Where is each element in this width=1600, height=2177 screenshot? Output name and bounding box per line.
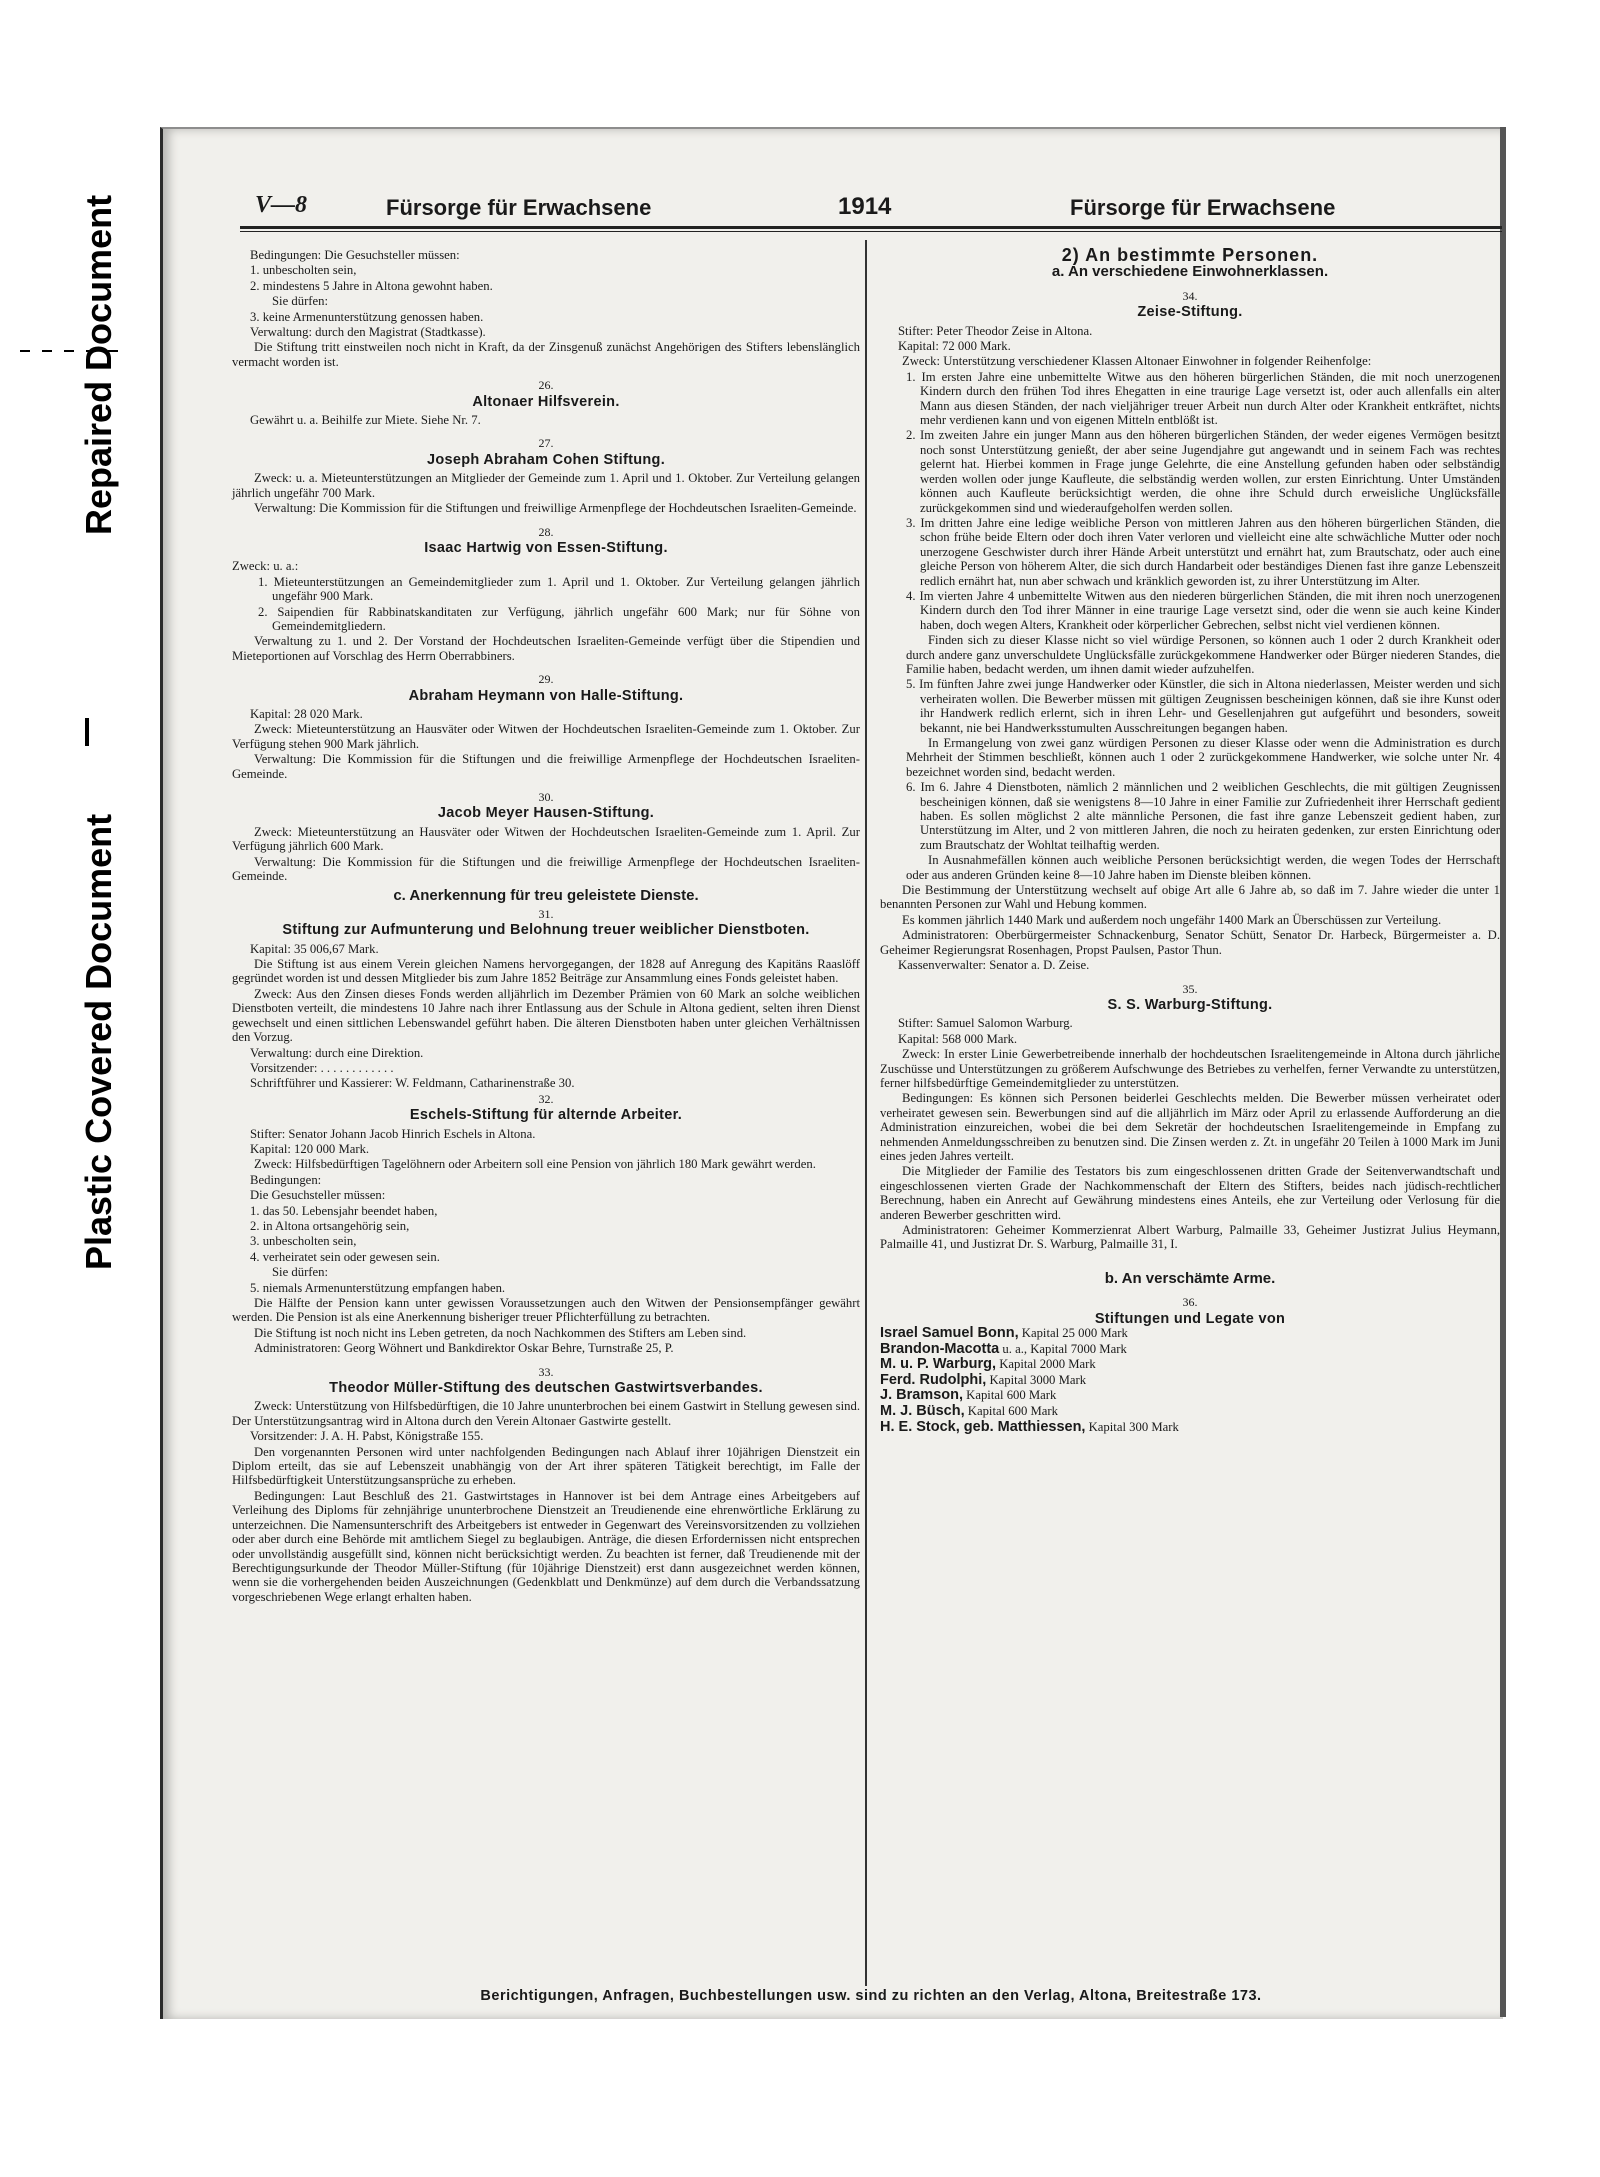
entry-title: Joseph Abraham Cohen Stiftung. [426,451,666,468]
conditions-line: Verwaltung: durch den Magistrat (Stadtkasse). [250,325,486,340]
legate-detail: Kapital 600 Mark [966,1388,1057,1403]
page-edge [1500,127,1506,2017]
entry-item: 3. Im dritten Jahre eine ledige weibliche Person von mittleren Jahren aus den höheren bürgerlichen Ständen, die schon frühe beide Eltern oder doch ihren Vater verloren und vielleicht eine alte schwächliche Mutter oder noch unerzogene Geschwister durch ihrer Hände Arbeit unterstützt und ernährt hat, zum Brautschatz, oder auch eine gleiche Person von höherem Alter, die sich durch Handarbeit oder beständiges Dienen fast ihre ganze Lebenszeit redlich ernährt hat, nun aber schwach und kränklich geworden ist, zu ihrer Unterstützung im Alter. [906,515,1500,588]
entry-admin: Administratoren: Georg Wöhnert und Bankdirektor Oskar Behre, Turnstraße 25, P. [254,1341,674,1356]
entry-title: Jacob Meyer Hausen-Stiftung. [437,805,655,822]
entry-zweck: Zweck: Unterstützung von Hilfsbedürftigen, die 10 Jahre ununterbrochen bei einem Gastwirt in Stellung gewesen sind. Der Unterstützungsantrag wird in Altona durch den Verein Altonaer Gastwirte gestellt. [232,1399,860,1428]
entry-zweck: Zweck: Mieteunterstützung an Hausväter oder Witwen der Hochdeutschen Israeliten-Gemeinde zum 1. April. Zur Verfügung jährlich 600 Mark. [232,824,860,854]
entry-stifter: Stifter: Samuel Salomon Warburg. [898,1016,1073,1031]
entry-item: 4. Im vierten Jahre 4 unbemittelte Witwen aus den niederen bürgerlichen Ständen, die mit ihren noch unerzogenen Kindern durch den Tod ihrer Männer in eine traurige Lage versetzt sind, oder die wenn sie auch keine Kinder haben, doch wegen Alters, Krankheit oder körperlicher Gebrechen, selbst nicht viel verdienen können. [906,588,1500,632]
entry-kapital: Kapital: 120 000 Mark. [250,1141,370,1156]
condition-line: 4. verheiratet sein oder gewesen sein. [250,1249,440,1264]
header-title-left: Fürsorge für Erwachsene [386,195,652,220]
entry-verwaltung: Verwaltung: Die Kommission für die Stiftungen und die freiwillige Armenpflege der Hochdeutschen Israeliten-Gemeinde. [232,854,860,884]
entry-title: Altonaer Hilfsverein. [472,393,620,410]
condition-line: 1. das 50. Lebensjahr beendet haben, [250,1203,438,1218]
entry-title: S. S. Warburg-Stiftung. [1107,996,1273,1013]
entry-verwaltung: Verwaltung: Die Kommission für die Stiftungen und freiwillige Armenpflege der Hochdeutschen Israeliten-Gemeinde. [254,501,857,516]
entry-kassenverwalter: Kassenverwalter: Senator a. D. Zeise. [898,958,1090,973]
entry-verwaltung: Verwaltung zu 1. und 2. Der Vorstand der Hochdeutschen Israeliten-Gemeinde verfügt über die Stipendien und Mieteportionen auf Vorschlag des Herrn Oberrabbiners. [232,634,860,663]
legate-name: Ferd. Rudolphi, [880,1371,987,1388]
entry-number: 32. [538,1091,554,1106]
entry-title: Zeise-Stiftung. [1137,304,1243,321]
entry-zweck: Zweck: Hilfsbedürftigen Tagelöhnern oder Arbeitern soll eine Pension von jährlich 180 Mark gewährt werden. [254,1157,816,1172]
entry-item: 2. Im zweiten Jahre ein junger Mann aus den höheren bürgerlichen Ständen, der weder eigenes Vermögen besitzt noch sonst Unterstützung genießt, der aber seine Jugendjahre gut angewandt und in seinem Fach was rechtes gelernt hat. Hierbei kommen in Frage junge Gelehrte, die eine Anstellung gefunden haben oder selbständig werden wollen oder junge Kaufleute, die selbständig werden wollen, zur ersten Einrichtung. Unter Umständen können auch Kaufleute berücksichtigt werden, die ohne ihre Schuld durch erweisliche Unglücksfälle zurückgekommen sind und wiederaufgeholfen werden sollen. [906,428,1500,515]
entry-number: 31. [538,906,554,921]
entry-zweck: Zweck: Unterstützung verschiedener Klassen Altonaer Einwohner in folgender Reihenfolge: [902,354,1372,369]
entry-kapital: Kapital: 568 000 Mark. [898,1031,1018,1046]
header-title-right: Fürsorge für Erwachsene [1070,195,1336,220]
entry-bedingungen: Bedingungen: Laut Beschluß des 21. Gastwirtstages in Hannover ist bei dem Antrage eines Arbeitgebers auf Verleihung des Diploms für zehnjährige ununterbrochene Dienstzeit an Treudienende eine ehrenwörtliche Erklärung zu unterzeichnen. Die Namensunterschrift des Arbeitgebers ist entweder in Gegenwart des Vereinsvorsitzenden zu vollziehen oder aber durch eine Behörde mit amtlichem Siegel zu beglaubigen. Anträge, die diesen Erfordernissen nicht entsprechen oder unvollständig ausgefüllt sind, können nicht berücksichtigt werden. Zu beachten ist ferner, daß Treudienende mit der Berechtigungsurkunde der Theodor Müller-Stiftung (für 10jährige Dienstzeit) erst dann ausgezeichnet werden können, wenn sie die vorhergehenden beiden Auszeichnungen (Gedenkblatt und Denkmünze) auf dem durch die Verbandssatzung vorgeschriebenen Wege erlangt erhalten haben. [232,1488,860,1604]
entry-text: Gewährt u. a. Beihilfe zur Miete. Siehe Nr. 7. [250,413,481,428]
legate-detail: Kapital 25 000 Mark [1021,1326,1128,1341]
legate-line [880,1420,1500,1435]
legate-name: M. u. P. Warburg, [880,1356,997,1373]
section-heading-2: 2) An bestimmte Personen. [1061,245,1319,265]
condition-line: Die Gesuchsteller müssen: [250,1188,386,1203]
legate-detail: Kapital 2000 Mark [999,1357,1096,1372]
section-heading-c: c. Anerkennung für treu geleistete Dienste. [393,887,699,905]
dash-mark [20,350,30,352]
legate-line [880,1388,1500,1403]
right-column [880,245,1500,1435]
entry-stifter: Stifter: Senator Johann Jacob Hinrich Eschels in Altona. [250,1126,536,1141]
entry-text: Den vorgenannten Personen wird unter nachfolgenden Bedingungen nach Ablauf ihrer 10jährigen Dienstzeit ein Diplom erteilt, das sie auf Lebenszeit unabhängig von der Art ihrer späteren Tätigkeit berechtigt, im Falle der Hilfsbedürftigkeit Unterstützungsansprüche zu erheben. [232,1444,860,1488]
entry-title: Isaac Hartwig von Essen-Stiftung. [424,539,668,556]
entry-zweck: Zweck: Mieteunterstützung an Hausväter oder Witwen der Hochdeutschen Israeliten-Gemeinde zum 1. Oktober. Zur Verfügung stehen 900 Mark jährlich. [232,722,860,751]
legate-line [880,1373,1500,1388]
entry-item: 5. Im fünften Jahre zwei junge Handwerker oder Künstler, die sich in Altona niederlassen, Meister werden und sich verheiraten wollen. Die Bewerber müssen mit gültigen Zeugnissen bescheinigen können, daß sie ihre Kunst oder ihr Handwerk redlich erlernt, sich in ihren Lehr- und Gesellenjahren gut aufgeführt und besonders, soweit bekannt, nie bei Handwerksstumulten Ausschreitungen begangen haben. [906,677,1500,735]
legate-name: Israel Samuel Bonn, [880,1325,1019,1342]
entry-title: Stiftung zur Aufmunterung und Belohnung treuer weiblicher Dienstboten. [282,922,810,939]
legate-line [880,1342,1500,1357]
dash-mark [42,350,52,352]
entry-number: 35. [1182,981,1198,996]
entry-title: Theodor Müller-Stiftung des deutschen Gastwirtsverbandes. [329,1380,763,1397]
entry-vorsitzender: Vorsitzender: . . . . . . . . . . . . [250,1060,394,1075]
legate-detail: Kapital 600 Mark [967,1404,1058,1418]
conditions-line: Die Stiftung tritt einstweilen noch nicht in Kraft, da der Zinsgenuß zunächst Angehörigen des Stifters lebenslänglich vermacht worden ist. [232,340,860,369]
entry-number: 29. [538,672,554,687]
entry-item: 6. Im 6. Jahre 4 Dienstboten, nämlich 2 männlichen und 2 weiblichen Geschlechts, die mit gültigen Zeugnissen bescheinigen können, daß sie wenigstens 8—10 Jahre in einer Familie zur Zufriedenheit ihrer Herrschaft gedient haben. Es sollen möglichst 2 alte männliche Personen, die fast ihre ganze Lebenszeit gedient haben, zur Unterstützung im Alter, und 2 von mittleren Jahren, die noch zu heiraten gedenken, zur ersten Einrichtung oder zum Brautschatz der Wohltat teilhaftig werden. [906,780,1500,852]
entry-number: 30. [538,790,554,804]
legate-line [880,1404,1500,1419]
entry-number: 28. [538,524,554,539]
legate-name: Brandon-Macotta [880,1340,1000,1357]
label-divider [85,718,89,746]
entry-verwaltung: Verwaltung: durch eine Direktion. [250,1045,424,1060]
dash-mark [64,350,74,352]
entry-bedingungen: Bedingungen: [250,1172,322,1187]
legate-name: J. Bramson, [880,1387,963,1404]
entry-number: 26. [538,378,554,393]
legate-detail: Kapital 3000 Mark [989,1372,1087,1387]
entry-zweck: Zweck: In erster Linie Gewerbetreibende innerhalb der hochdeutschen Israelitengemeinde in Altona durch jährliche Zuschüsse und Unterstützungen zu größerem Aufschwunge des Betriebes zu verhelfen, ferner Verwandte zu unterstützen, ferner hilfsbedürftige Gemeindemitglieder zu unterstützen. [880,1047,1500,1090]
entry-item-note: Finden sich zu dieser Klasse nicht so viel würdige Personen, so können auch 1 oder 2 durch Krankheit oder durch andere ganz unverschuldete Unglücksfälle zurückgekommene Handwerker oder Bürger niederen Standes, die Familie haben, bedacht werden, um ihnen damit wieder aufzuhelfen. [906,633,1500,676]
entry-text: Die Stiftung ist aus einem Verein gleichen Namens hervorgegangen, der 1828 auf Anregung des Kapitäns Raaslöff gegründet worden ist und dessen Mitglieder bis zum Jahre 1852 Beiträge zur Ansammlung eines Fonds geleistet haben. [232,957,860,986]
section-heading-b: b. An verschämte Arme. [1104,1269,1276,1287]
conditions-line: 3. keine Armenunterstützung genossen haben. [250,309,484,324]
header-rule-thin [240,231,1502,232]
entry-number: 33. [538,1364,554,1379]
conditions-line: 2. mindestens 5 Jahre in Altona gewohnt haben. [250,278,493,293]
entry-title: Eschels-Stiftung für alternde Arbeiter. [409,1107,683,1124]
entry-bedingungen: Bedingungen: Es können sich Personen beiderlei Geschlechts melden. Die Bewerber müssen verheiratet oder verheiratet gewesen sein. Bewerbungen sind auf die alljährlich im März oder April zu erlassende Aufforderung an die Administration einzureichen, wobei die bei dem Sekretär der hochdeutschen Israelitengemeinde in Empfang zu nehmenden Anmeldungsschreiben zu benutzen sind. Die Zinsen werden z. Zt. in ungefähr 20 Teilen à 1000 Mark im Juni eines jeden Jahres verteilt. [880,1091,1500,1163]
entry-zweck: Zweck: u. a. Mieteunterstützungen an Mitglieder der Gemeinde zum 1. April und 1. Oktober. Zur Verteilung gelangen jährlich ungefähr 700 Mark. [232,471,860,500]
legate-line [880,1326,1500,1341]
entry-admin: Administratoren: Oberbürgermeister Schnackenburg, Senator Schütt, Senator Dr. Harbeck, Bürgermeister a. D. Geheimer Regierungsrat Rosenhagen, Propst Paulsen, Pastor Thun. [880,928,1500,957]
entry-item: 2. Saipendien für Rabbinatskanditaten zur Verfügung, jährlich ungefähr 600 Mark; nur für Söhne von Gemeindemitgliedern. [258,604,860,633]
entry-item-note: In Ermangelung von zwei ganz würdigen Personen zu dieser Klasse oder wenn die Administration es durch Mehrheit der Stimmen beschließt, können auch 1 oder 2 zurückgekommene Handwerker, wie solche unter Nr. 4 bezeichnet worden sind, bedacht werden. [906,736,1500,779]
entry-text: Es kommen jährlich 1440 Mark und außerdem noch ungefähr 1400 Mark an Überschüssen zur Verteilung. [902,912,1442,927]
entry-schriftfuehrer: Schriftführer und Kassierer: W. Feldmann, Catharinenstraße 30. [250,1076,575,1091]
entry-number: 36. [1182,1295,1198,1310]
legate-detail: Kapital 300 Mark [1088,1419,1179,1434]
header-rule [240,226,1502,229]
entry-kapital: Kapital: 35 006,67 Mark. [250,941,379,956]
entry-text: Die Mitglieder der Familie des Testators bis zum eingeschlossenen dritten Grade der Seitenverwandtschaft und eingeschlossenen vierten Grade der Nachkommenschaft der Eltern des Stifters, beides nach jüdisch-rechtlicher Berechnung, haben ein Anrecht auf Gewährung mindestens eines Anteils, ehe zur Verteilung oder Verlosung für die anderen Bewerber geschritten wird. [880,1164,1500,1222]
entry-kapital: Kapital: 72 000 Mark. [898,339,1011,354]
condition-line: 3. unbescholten sein, [250,1234,357,1249]
entry-number: 34. [1182,288,1198,303]
plastic-covered-label: Plastic Covered Document [78,813,119,1270]
header-year: 1914 [838,193,892,220]
scan-label-strip [0,175,150,1995]
entry-zweck: Zweck: Aus den Zinsen dieses Fonds werden alljährlich im Dezember Prämien von 60 Mark an solche weiblichen Dienstboten verteilt, die mindestens 10 Jahre nach ihrer Entlassung aus der Schule in Altona gedient, selten ihren Dienst gewechselt und einen sittlichen Lebenswandel geführt haben. Die älteren Dienstboten haben unter gleichen Verhältnissen den Vorzug. [232,986,860,1045]
repaired-document-label: Repaired Document [78,194,119,535]
entry-text: Die Stiftung ist noch nicht ins Leben getreten, da noch Nachkommen des Stifters am Leben sind. [254,1325,747,1340]
left-column [232,248,860,1605]
entry-text: Die Bestimmung der Unterstützung wechselt auf obige Art alle 6 Jahre ab, so daß im 7. Jahre wieder die unter 1 benannten Personen zur Wahl und Hebung kommen. [880,883,1500,912]
legate-detail: u. a., Kapital 7000 Mark [1002,1341,1127,1356]
publisher-footer: Berichtigungen, Anfragen, Buchbestellungen usw. sind zu richten an den Verlag, Altona, Breitestraße 173. [480,1988,1262,2004]
section-heading-a: a. An verschiedene Einwohnerklassen. [1051,263,1329,281]
condition-line: 2. in Altona ortsangehörig sein, [250,1218,410,1233]
entry-item-note: In Ausnahmefällen können auch weibliche Personen berücksichtigt werden, die wegen Todes der Herrschaft oder aus anderen Gründen keine 8—10 Jahre haben im Dienste bleiben können. [906,853,1500,882]
column-rule [865,240,867,1986]
entry-admin: Administratoren: Geheimer Kommerzienrat Albert Warburg, Palmaille 33, Geheimer Justizrat Julius Heymann, Palmaille 41, und Justizrat Dr. S. Warburg, Palmaille 31, I. [880,1223,1500,1252]
entry-stifter: Stifter: Peter Theodor Zeise in Altona. [898,323,1093,338]
entry-vorsitzender: Vorsitzender: J. A. H. Pabst, Königstraße 155. [250,1429,484,1444]
entry-number: 27. [538,436,554,451]
entry-item: 1. Mieteunterstützungen an Gemeindemitglieder zum 1. April und 1. Oktober. Zur Verteilung gelangen jährlich ungefähr 900 Mark. [258,574,860,604]
entry-verwaltung: Verwaltung: Die Kommission für die Stiftungen und die freiwillige Armenpflege der Hochdeutschen Israeliten-Gemeinde. [232,752,860,781]
conditions-line: Bedingungen: Die Gesuchsteller müssen: [250,248,460,262]
legate-line [880,1357,1500,1372]
entry-title: Stiftungen und Legate von [1094,1310,1286,1327]
conditions-line: 1. unbescholten sein, [250,263,357,278]
entry-kapital: Kapital: 28 020 Mark. [250,706,363,721]
entry-item: 1. Im ersten Jahre eine unbemittelte Witwe aus den höheren bürgerlichen Ständen, die mit noch unerzogenen Kindern durch den frühen Tod ihres Ehegatten in eine traurige Lage versetzt ist, oder auch allenfalls ein alter Mann aus diesen Ständen, der nach vieljähriger treuer Arbeit nun durch Alter oder Krankheit entkräftet, nichts mehr verdienen kann und von eigenen Mitteln entblößt ist. [906,369,1500,428]
condition-line: Sie dürfen: [272,1265,329,1280]
entry-zweck: Zweck: u. a.: [232,559,299,574]
conditions-line: Sie dürfen: [272,294,329,309]
legate-name: H. E. Stock, geb. Matthiessen, [880,1418,1086,1435]
legate-name: M. J. Büsch, [880,1403,965,1419]
condition-line: 5. niemals Armenunterstützung empfangen haben. [250,1280,506,1295]
page-ref: V—8 [255,192,308,218]
entry-title: Abraham Heymann von Halle-Stiftung. [408,687,684,704]
entry-text: Die Hälfte der Pension kann unter gewissen Voraussetzungen auch den Witwen der Pensionsempfänger gewährt werden. Die Pension ist als eine Anerkennung bisheriger treuer Pflichterfüllung zu betrachten. [232,1296,860,1325]
